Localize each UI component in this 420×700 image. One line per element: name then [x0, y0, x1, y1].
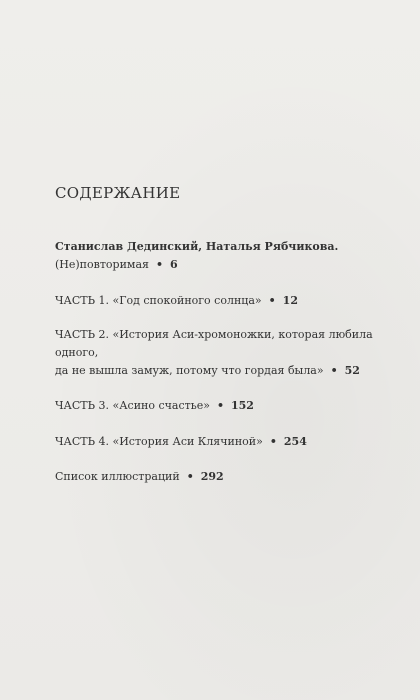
- separator-dot: •: [330, 364, 338, 377]
- entry-title: ЧАСТЬ 1. «Год спокойного солнца»: [55, 294, 262, 307]
- entry-title: (Не)повторимая: [55, 258, 149, 271]
- toc-entry-intro: [55, 238, 395, 274]
- page-number: 12: [282, 294, 298, 307]
- page-number: 292: [200, 470, 224, 483]
- page-number: 52: [344, 364, 360, 377]
- separator-dot: •: [216, 399, 224, 412]
- table-of-contents: [55, 238, 395, 486]
- entry-title-line-2: да не вышла замуж, потому что гордая была»: [55, 364, 324, 377]
- entry-title: Список иллюстраций: [55, 470, 180, 483]
- page-title: СОДЕРЖАНИЕ: [55, 184, 181, 202]
- entry-author: Станислав Дединский, Наталья Рябчикова.: [55, 240, 339, 253]
- entry-title: ЧАСТЬ 3. «Асино счастье»: [55, 399, 210, 412]
- page-number: 6: [170, 258, 178, 271]
- separator-dot: •: [155, 258, 163, 271]
- page-number: 152: [231, 399, 254, 412]
- separator-dot: •: [186, 470, 194, 483]
- entry-line: [55, 362, 395, 380]
- toc-entry-part-3: [55, 397, 395, 415]
- separator-dot: •: [268, 294, 276, 307]
- toc-entry-part-1: [55, 292, 395, 310]
- page-number: 254: [283, 435, 307, 448]
- entry-line: [55, 256, 395, 274]
- separator-dot: •: [269, 435, 277, 448]
- toc-entry-illustrations: [55, 468, 395, 486]
- toc-entry-part-2: [55, 326, 395, 380]
- entry-title-line-1: ЧАСТЬ 2. «История Аси-хромоножки, которая любила одного,: [55, 328, 373, 359]
- entry-title: ЧАСТЬ 4. «История Аси Клячиной»: [55, 435, 263, 448]
- toc-entry-part-4: [55, 433, 395, 451]
